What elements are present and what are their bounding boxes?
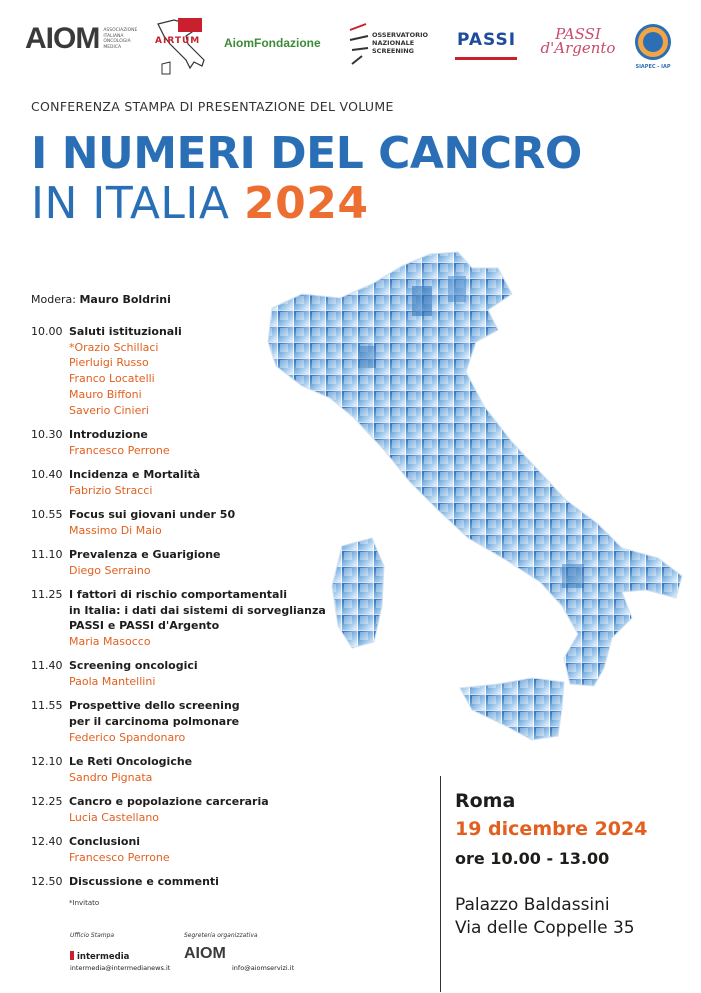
programme-body bbox=[69, 834, 170, 865]
programme-speaker: Pierluigi Russo bbox=[69, 356, 149, 370]
press-office-email[interactable]: intermedia@intermedianews.it bbox=[70, 964, 171, 972]
aiom-logo-sub: ASSOCIAZIONE ITALIANA ONCOLOGIA MEDICA bbox=[103, 28, 138, 50]
moderator-name: Mauro Boldrini bbox=[79, 293, 171, 306]
passi-logo bbox=[455, 30, 515, 65]
press-office-label: Ufficio Stampa bbox=[70, 932, 115, 939]
airtum-logo bbox=[152, 16, 210, 78]
programme-speaker: Francesco Perrone bbox=[69, 850, 170, 864]
programme-body bbox=[69, 507, 235, 538]
title-line2 bbox=[31, 178, 368, 230]
programme-topic: Prospettive dello screening per il carcinoma polmonare bbox=[69, 699, 240, 728]
programme-item bbox=[31, 834, 331, 865]
programme-speaker: Saverio Cinieri bbox=[69, 403, 149, 417]
programme-item bbox=[31, 547, 331, 578]
programme-speaker: Mauro Biffoni bbox=[69, 387, 142, 401]
programme-speaker: *Orazio Schillaci bbox=[69, 340, 159, 354]
siapec-logo bbox=[631, 24, 675, 74]
event-date: 19 dicembre 2024 bbox=[455, 818, 648, 840]
moderator bbox=[31, 293, 171, 306]
programme-time: 12.40 bbox=[31, 834, 63, 848]
programme-body bbox=[69, 547, 221, 578]
programme-topic: I fattori di rischio comportamentali in Italia: i dati dai sistemi di sorveglianza PASSI e PASSI d'Argento bbox=[69, 587, 326, 633]
programme-time: 10.30 bbox=[31, 427, 63, 441]
programme-speaker: Lucia Castellano bbox=[69, 810, 160, 824]
intermedia-logo-word: intermedia bbox=[77, 952, 130, 962]
programme-topic: Prevalenza e Guarigione bbox=[69, 547, 221, 561]
programme-speaker: Paola Mantellini bbox=[69, 674, 156, 688]
event-venue: Palazzo Baldassini bbox=[455, 895, 610, 915]
programme-speaker: Diego Serraino bbox=[69, 563, 151, 577]
programme-body bbox=[69, 324, 182, 418]
programme-speaker: Sandro Pignata bbox=[69, 770, 153, 784]
osservatorio-text bbox=[372, 31, 428, 55]
programme-topic: Le Reti Oncologiche bbox=[69, 754, 193, 768]
programme-item bbox=[31, 754, 331, 785]
aiom-fondazione-logo: AiomFondazione bbox=[224, 36, 321, 50]
programme-speaker: Fabrizio Stracci bbox=[69, 483, 153, 497]
programme-item bbox=[31, 467, 331, 498]
passi-logo-underline bbox=[455, 57, 517, 60]
programme-item bbox=[31, 587, 331, 650]
programme-body bbox=[69, 587, 326, 650]
programme-topic: Focus sui giovani under 50 bbox=[69, 507, 236, 521]
siapec-emblem-core bbox=[643, 32, 663, 52]
programme-time: 11.10 bbox=[31, 547, 63, 561]
intermedia-logo bbox=[70, 951, 129, 962]
passi-argento-logo-word: PASSI d'Argento bbox=[540, 25, 616, 57]
passi-logo-word: PASSI bbox=[457, 30, 517, 50]
programme-time: 10.00 bbox=[31, 325, 63, 338]
programme-item bbox=[31, 427, 331, 458]
programme-item bbox=[31, 794, 331, 825]
programme-time: 12.50 bbox=[31, 874, 63, 888]
programme-topic: Incidenza e Mortalità bbox=[69, 467, 201, 481]
aiom-servizi-logo: AIOM bbox=[184, 945, 226, 962]
moderator-label: Modera: bbox=[31, 293, 76, 306]
osservatorio-line3: SCREENING bbox=[372, 47, 414, 55]
italy-outline-icon bbox=[152, 16, 210, 78]
programme-time: 10.40 bbox=[31, 467, 63, 481]
programme-topic: Cancro e popolazione carceraria bbox=[69, 794, 269, 808]
programme-list bbox=[31, 324, 331, 898]
programme-speaker: Massimo Di Maio bbox=[69, 523, 162, 537]
programme-body bbox=[69, 467, 200, 498]
conference-subtitle: CONFERENZA STAMPA DI PRESENTAZIONE DEL VOLUME bbox=[31, 99, 394, 114]
programme-body bbox=[69, 754, 192, 785]
osservatorio-stripes-icon bbox=[348, 20, 370, 72]
sardinia-island bbox=[332, 538, 384, 648]
programme-item bbox=[31, 874, 331, 890]
title-line2-text: IN ITALIA bbox=[31, 178, 230, 229]
programme-time: 12.25 bbox=[31, 794, 63, 808]
osservatorio-line2: NAZIONALE bbox=[372, 39, 415, 47]
programme-speaker: Maria Masocco bbox=[69, 634, 151, 648]
event-hours: ore 10.00 - 13.00 bbox=[455, 849, 610, 868]
programme-body bbox=[69, 427, 170, 458]
event-city: Roma bbox=[455, 790, 516, 812]
secretariat-label: Segreteria organizzativa bbox=[184, 932, 258, 939]
programme-body bbox=[69, 698, 240, 745]
secretariat-email[interactable]: info@aiomservizi.it bbox=[232, 964, 295, 972]
programme-item bbox=[31, 698, 331, 745]
aiom-logo bbox=[25, 22, 145, 56]
programme-topic: Screening oncologici bbox=[69, 659, 198, 673]
venue-divider bbox=[440, 776, 441, 992]
programme-time: 11.55 bbox=[31, 699, 63, 713]
aiom-logo-word: AIOM bbox=[25, 22, 100, 55]
programme-time: 11.25 bbox=[31, 587, 63, 601]
programme-speaker: Federico Spandonaro bbox=[69, 730, 186, 744]
programme-body bbox=[69, 658, 198, 689]
programme-topic: Introduzione bbox=[69, 427, 148, 441]
sicily-island bbox=[460, 678, 564, 740]
programme-body bbox=[69, 874, 219, 890]
title-year: 2024 bbox=[244, 178, 369, 229]
programme-item bbox=[31, 507, 331, 538]
programme-topic: Discussione e commenti bbox=[69, 874, 219, 888]
programme-topic: Conclusioni bbox=[69, 834, 141, 848]
programme-time: 11.40 bbox=[31, 659, 63, 673]
programme-time: 10.55 bbox=[31, 507, 63, 521]
siapec-logo-word: SIAPEC - IAP bbox=[635, 64, 671, 70]
osservatorio-logo bbox=[348, 20, 438, 72]
programme-time: 12.10 bbox=[31, 754, 63, 768]
programme-body bbox=[69, 794, 269, 825]
osservatorio-line1: OSSERVATORIO bbox=[372, 31, 429, 39]
intermedia-icon bbox=[70, 951, 74, 960]
programme-item bbox=[31, 324, 331, 418]
event-address: Via delle Coppelle 35 bbox=[455, 918, 635, 938]
programme-speaker: Francesco Perrone bbox=[69, 443, 170, 457]
programme-topic: Saluti istituzionali bbox=[69, 325, 182, 338]
programme-item bbox=[31, 658, 331, 689]
programme-speaker: Franco Locatelli bbox=[69, 372, 155, 386]
airtum-logo-word: AIRTUM bbox=[155, 36, 201, 46]
invited-note: *Invitato bbox=[69, 899, 100, 907]
title-line1: I NUMERI DEL CANCRO bbox=[31, 128, 582, 179]
passi-argento-logo bbox=[538, 24, 614, 70]
